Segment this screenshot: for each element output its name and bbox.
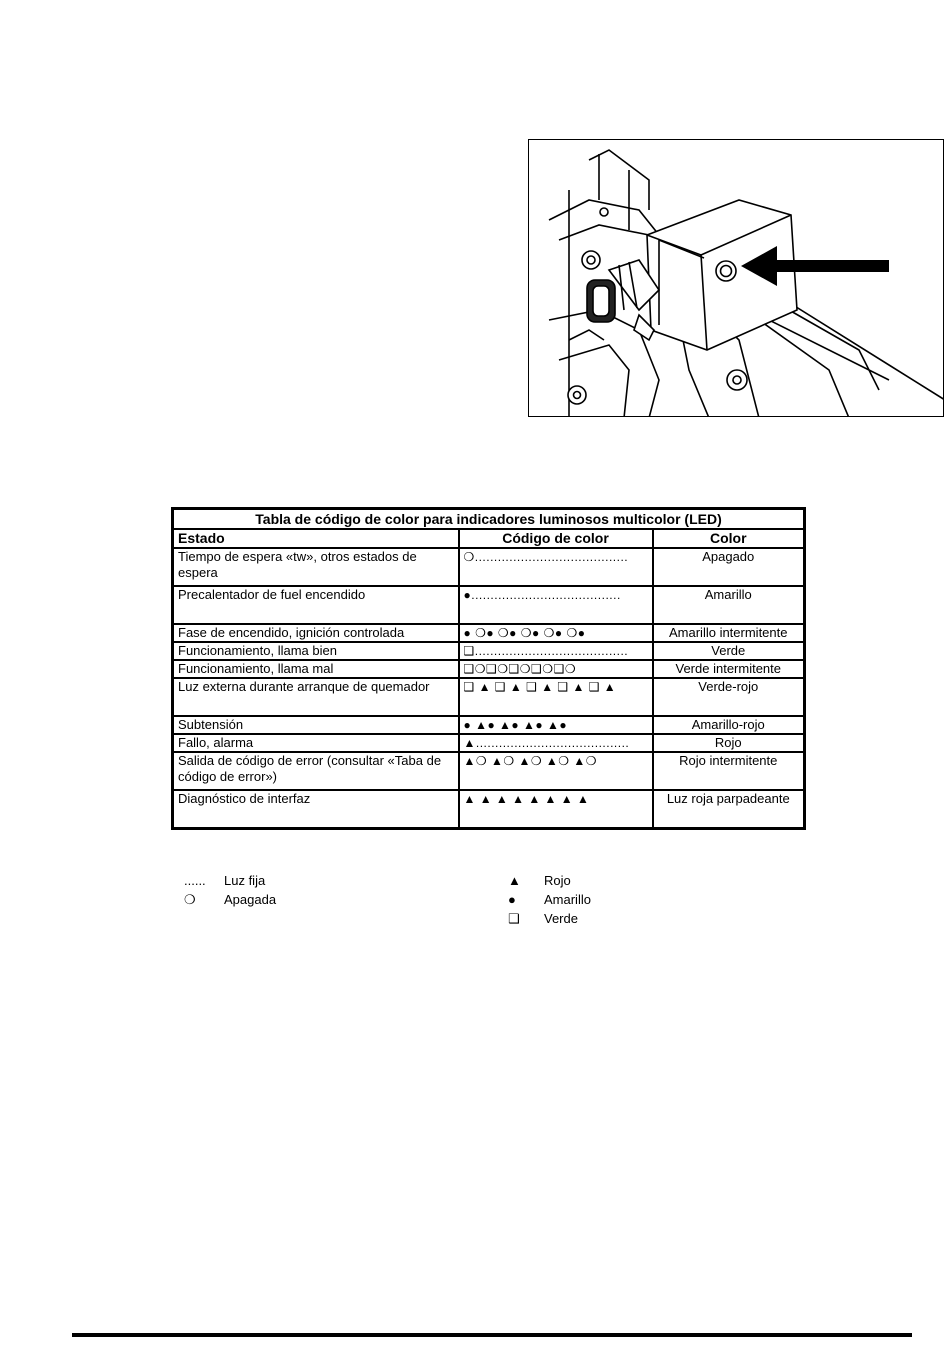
legend-item — [508, 890, 591, 909]
codigo-cell: ❑❍❑❍❑❍❑❍❑❍ — [459, 660, 653, 678]
color-cell: Rojo intermitente — [653, 752, 805, 790]
color-cell: Rojo — [653, 734, 805, 752]
color-cell: Amarillo intermitente — [653, 624, 805, 642]
color-cell: Amarillo — [653, 586, 805, 624]
estado-cell: Subtensión — [173, 716, 459, 734]
table-row — [173, 790, 805, 828]
color-cell: Apagado — [653, 548, 805, 586]
table-row — [173, 586, 805, 624]
legend-label: Amarillo — [544, 892, 591, 907]
legend-right — [508, 871, 591, 928]
table-row — [173, 624, 805, 642]
legend-symbol: ...... — [184, 873, 206, 888]
led-color-code-table — [171, 507, 806, 830]
codigo-cell: ▲ ▲ ▲ ▲ ▲ ▲ ▲ ▲ — [459, 790, 653, 828]
table-row — [173, 548, 805, 586]
column-header-estado: Estado — [173, 529, 459, 548]
estado-cell: Precalentador de fuel encendido — [173, 586, 459, 624]
codigo-cell: ● ❍● ❍● ❍● ❍● ❍● — [459, 624, 653, 642]
legend-item — [508, 909, 591, 928]
table-row — [173, 660, 805, 678]
legend-left — [184, 871, 276, 909]
legend-label: Verde — [544, 911, 578, 926]
legend-item — [184, 890, 276, 909]
estado-cell: Tiempo de espera «tw», otros estados de espera — [173, 548, 459, 586]
column-header-codigo: Código de color — [459, 529, 653, 548]
estado-cell: Fase de encendido, ignición controlada — [173, 624, 459, 642]
color-cell: Luz roja parpadeante — [653, 790, 805, 828]
legend-symbol: ● — [508, 892, 516, 907]
legend-label: Luz fija — [224, 873, 266, 888]
table-row — [173, 716, 805, 734]
codigo-cell: ▲❍ ▲❍ ▲❍ ▲❍ ▲❍ — [459, 752, 653, 790]
legend-symbol: ❑ — [508, 911, 520, 926]
codigo-cell: ● ▲● ▲● ▲● ▲● — [459, 716, 653, 734]
estado-cell: Fallo, alarma — [173, 734, 459, 752]
table-row — [173, 678, 805, 716]
color-cell: Verde — [653, 642, 805, 660]
table-row — [173, 752, 805, 790]
codigo-cell: ▲........................................ — [459, 734, 653, 752]
estado-cell: Funcionamiento, llama mal — [173, 660, 459, 678]
codigo-cell: ❍........................................ — [459, 548, 653, 586]
table-title: Tabla de código de color para indicadores luminosos multicolor (LED) — [173, 509, 805, 530]
burner-photo-icon — [529, 140, 944, 417]
column-header-color: Color — [653, 529, 805, 548]
estado-cell: Salida de código de error (consultar «Taba de código de error») — [173, 752, 459, 790]
color-cell: Amarillo-rojo — [653, 716, 805, 734]
codigo-cell: ❑........................................ — [459, 642, 653, 660]
color-cell: Verde intermitente — [653, 660, 805, 678]
legend-label: Apagada — [224, 892, 277, 907]
codigo-cell: ❑ ▲ ❑ ▲ ❑ ▲ ❑ ▲ ❑ ▲ — [459, 678, 653, 716]
estado-cell: Luz externa durante arranque de quemador — [173, 678, 459, 716]
footer-divider — [72, 1333, 912, 1337]
burner-figure — [528, 139, 944, 417]
legend-symbol: ❍ — [184, 892, 196, 907]
table-row — [173, 734, 805, 752]
codigo-cell: ●....................................... — [459, 586, 653, 624]
legend-symbol: ▲ — [508, 873, 521, 888]
legend-item — [184, 871, 276, 890]
color-cell: Verde-rojo — [653, 678, 805, 716]
estado-cell: Diagnóstico de interfaz — [173, 790, 459, 828]
table-row — [173, 642, 805, 660]
legend-item — [508, 871, 591, 890]
legend-label: Rojo — [544, 873, 571, 888]
estado-cell: Funcionamiento, llama bien — [173, 642, 459, 660]
